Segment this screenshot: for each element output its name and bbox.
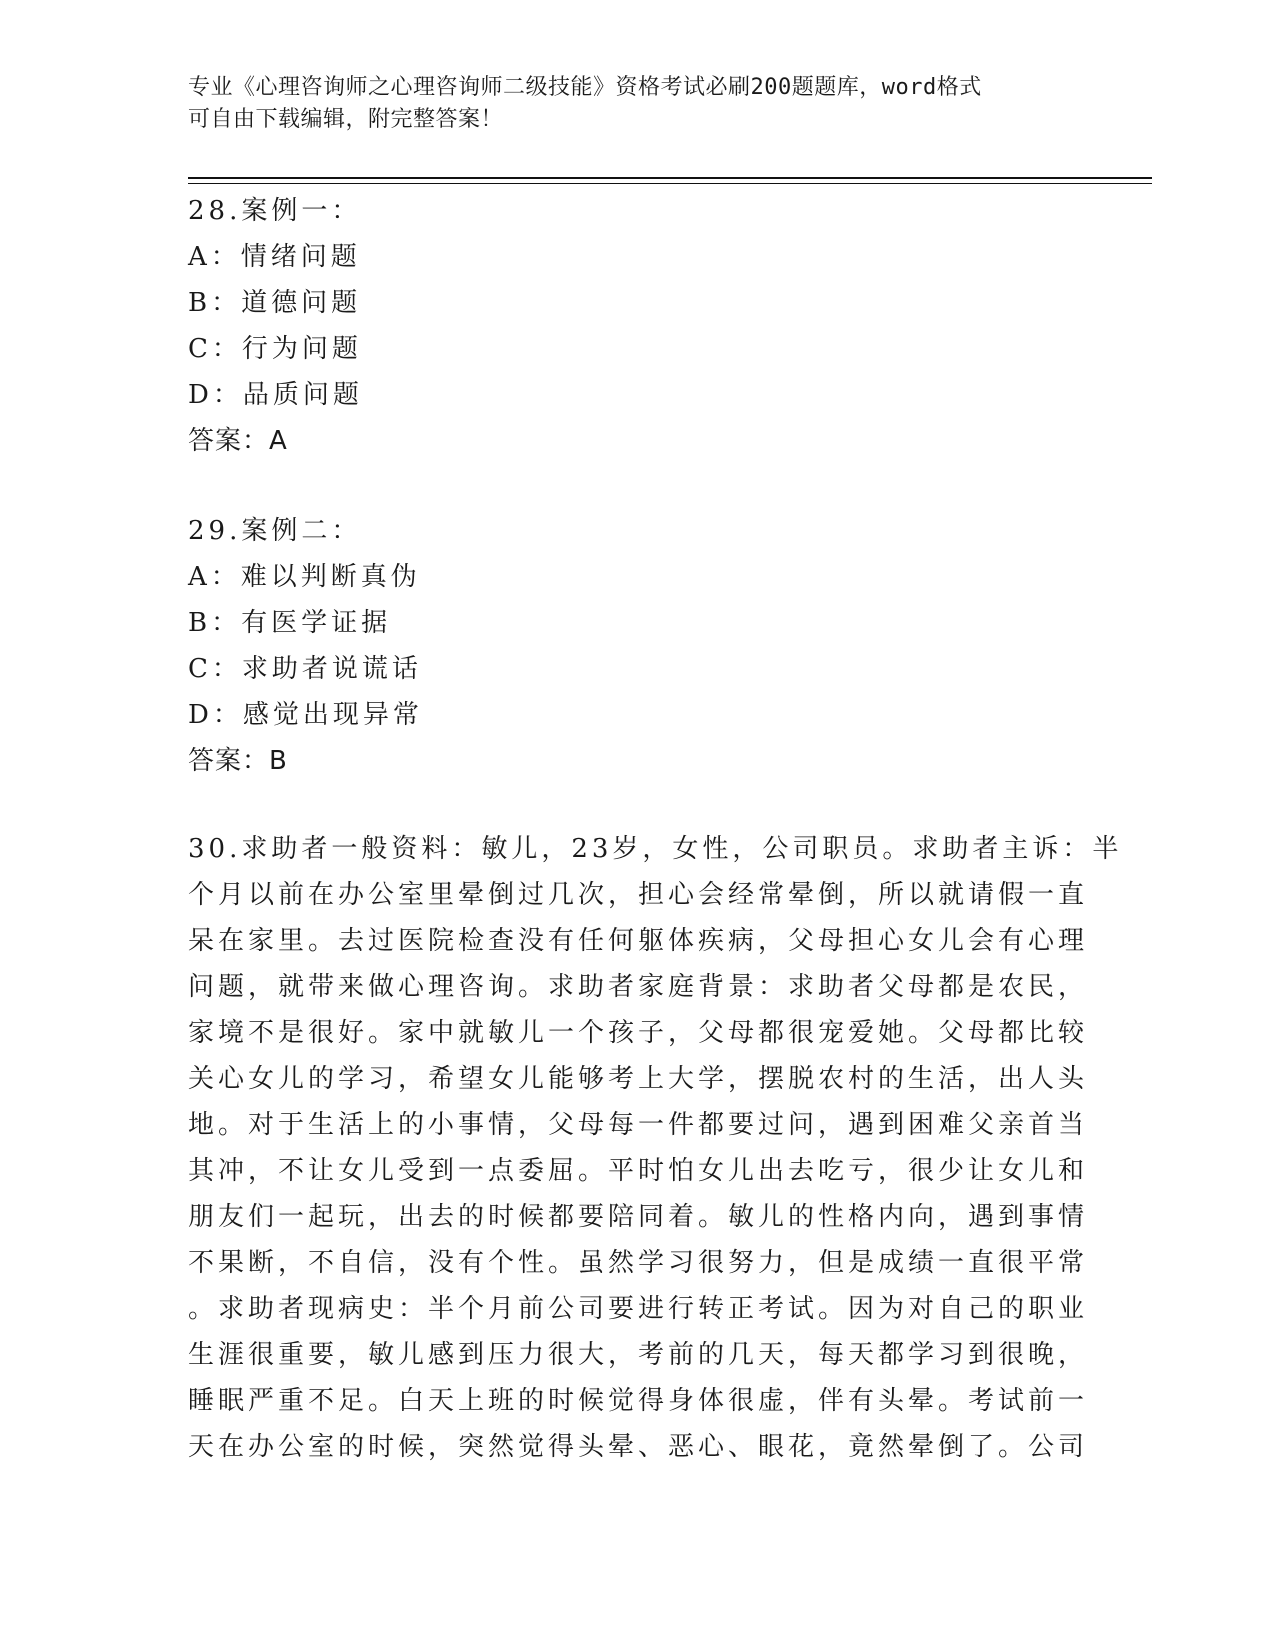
option-a: A：难以判断真伪 xyxy=(188,562,421,592)
option-b: B：道德问题 xyxy=(188,288,362,318)
answer-line: 答案：B xyxy=(188,746,288,776)
case-line: 问题，就带来做心理咨询。求助者家庭背景：求助者父母都是农民， xyxy=(188,972,1089,1002)
case-line: 地。对于生活上的小事情，父母每一件都要过问，遇到困难父亲首当 xyxy=(188,1110,1089,1140)
answer-line: 答案：A xyxy=(188,426,288,456)
case-line: 呆在家里。去过医院检查没有任何躯体疾病，父母担心女儿会有心理 xyxy=(188,926,1089,956)
case-line: 睡眠严重不足。白天上班的时候觉得身体很虚，伴有头晕。考试前一 xyxy=(188,1386,1089,1416)
header-line-1: 专业《心理咨询师之心理咨询师二级技能》资格考试必刷200题题库，word格式 xyxy=(188,75,982,100)
question-28 xyxy=(188,188,363,464)
option-b: B：有医学证据 xyxy=(188,608,392,638)
question-stem: 28.案例一： xyxy=(188,196,362,226)
case-line: 不果断，不自信，没有个性。虽然学习很努力，但是成绩一直很平常 xyxy=(188,1248,1089,1278)
header-rule-thick xyxy=(188,177,1152,179)
case-line: 30.求助者一般资料：敏儿，23岁，女性，公司职员。求助者主诉：半 xyxy=(188,834,1123,864)
question-30-case-text xyxy=(188,826,1123,1470)
case-line: 其冲，不让女儿受到一点委屈。平时怕女儿出去吃亏，很少让女儿和 xyxy=(188,1156,1089,1186)
case-line: 个月以前在办公室里晕倒过几次，担心会经常晕倒，所以就请假一直 xyxy=(188,880,1089,910)
case-line: 天在办公室的时候，突然觉得头晕、恶心、眼花，竟然晕倒了。公司 xyxy=(188,1432,1089,1462)
case-line: 家境不是很好。家中就敏儿一个孩子，父母都很宠爱她。父母都比较 xyxy=(188,1018,1089,1048)
case-line: 生涯很重要，敏儿感到压力很大，考前的几天，每天都学习到很晚， xyxy=(188,1340,1089,1370)
option-c: C：求助者说谎话 xyxy=(188,654,422,684)
case-line: 朋友们一起玩，出去的时候都要陪同着。敏儿的性格内向，遇到事情 xyxy=(188,1202,1089,1232)
question-29 xyxy=(188,508,423,784)
option-d: D：感觉出现异常 xyxy=(188,700,423,730)
header-line-2: 可自由下载编辑，附完整答案！ xyxy=(188,107,504,132)
option-a: A：情绪问题 xyxy=(188,242,361,272)
option-c: C：行为问题 xyxy=(188,334,362,364)
header-rule-thin xyxy=(188,183,1152,184)
option-d: D：品质问题 xyxy=(188,380,363,410)
document-header xyxy=(188,72,1068,136)
case-line: 。求助者现病史：半个月前公司要进行转正考试。因为对自己的职业 xyxy=(188,1294,1089,1324)
case-line: 关心女儿的学习，希望女儿能够考上大学，摆脱农村的生活，出人头 xyxy=(188,1064,1089,1094)
question-stem: 29.案例二： xyxy=(188,516,362,546)
